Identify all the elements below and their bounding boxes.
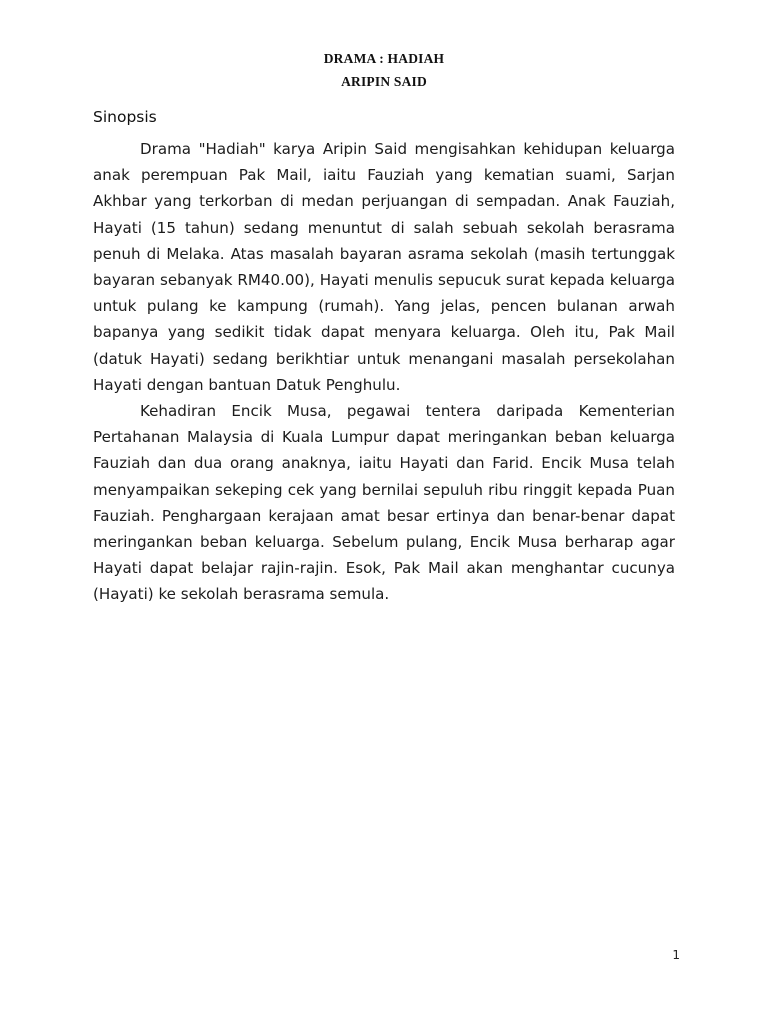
document-title: DRAMA : HADIAH: [323, 51, 445, 66]
page-number: 1: [672, 948, 680, 962]
synopsis-paragraph-1: Drama "Hadiah" karya Aripin Said mengisahkan kehidupan keluarga anak perempuan Pak Mail, iaitu Fauziah yang kematian suami, Sarjan Akhbar yang terkorban di medan perjuangan di sempadan. Anak Fauziah, Hayati (15 tahun) sedang menuntut di salah sebuah sekolah berasrama penuh di Melaka. Atas masalah bayaran asrama sekolah (masih tertunggak bayaran sebanyak RM40.00), Hayati menulis sepucuk surat kepada keluarga untuk pulang ke kampung (rumah). Yang jelas, pencen bulanan arwah bapanya yang sedikit tidak dapat menyara keluarga. Oleh itu, Pak Mail (datuk Hayati) sedang berikhtiar untuk menangani masalah persekolahan Hayati dengan bantuan Datuk Penghulu.: [93, 140, 675, 394]
section-heading: Sinopsis: [93, 108, 157, 126]
document-author: ARIPIN SAID: [341, 74, 427, 89]
synopsis-body: [93, 136, 675, 608]
synopsis-paragraph-2: Kehadiran Encik Musa, pegawai tentera daripada Kementerian Pertahanan Malaysia di Kuala Lumpur dapat meringankan beban keluarga Fauziah dan dua orang anaknya, iaitu Hayati dan Farid. Encik Musa telah menyampaikan sekeping cek yang bernilai sepuluh ribu ringgit kepada Puan Fauziah. Penghargaan kerajaan amat besar ertinya dan benar-benar dapat meringankan beban keluarga. Sebelum pulang, Encik Musa berharap agar Hayati dapat belajar rajin-rajin. Esok, Pak Mail akan menghantar cucunya (Hayati) ke sekolah berasrama semula.: [93, 402, 675, 604]
